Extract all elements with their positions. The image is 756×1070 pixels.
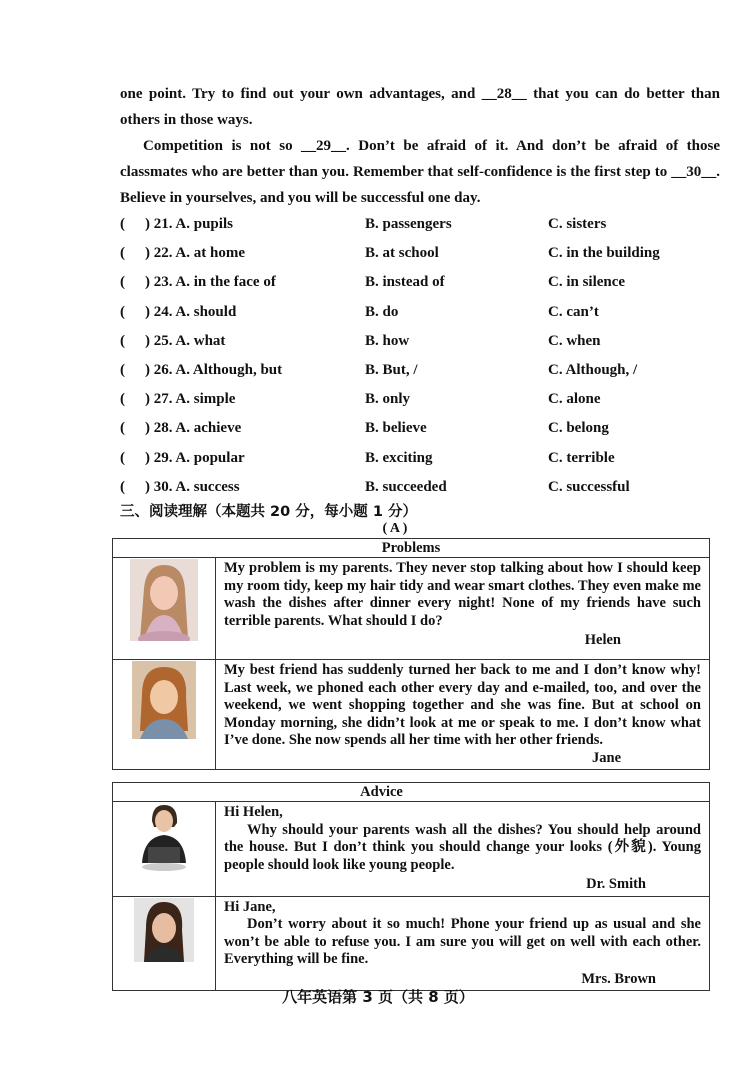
passage-paragraph-2: Competition is not so __29__. Don’t be afraid of it. And don’t be afraid of those classmates who are better than you. Remember that self-confidence is the first step to __30__. Believe in yourselves, and you will be successful one day. [120,138,720,206]
question-row [120,216,730,240]
option-a: ) 23. A. in the face of [145,274,276,291]
option-a: ) 27. A. simple [145,391,236,408]
option-c: C. sisters [548,216,607,232]
question-row [120,420,730,444]
option-b: B. succeeded [365,478,447,495]
answer-paren[interactable]: ( [120,449,125,466]
answer-paren[interactable]: ( [120,303,125,320]
option-b: B. exciting [365,449,433,466]
option-c: C. when [548,332,601,349]
option-b: B. at school [365,245,439,262]
option-b: B. passengers [365,216,452,232]
advice-jane-greeting: Hi Jane, [224,898,276,915]
option-b: B. do [365,303,399,320]
question-row [120,450,730,474]
option-a: ) 21. A. pupils [145,216,233,232]
option-a: ) 29. A. popular [145,449,245,466]
passage-paragraph-1: one point. Try to find out your own advantages, and __28__ that you can do better than others in those ways. [120,86,720,128]
option-c: C. in silence [548,274,626,291]
question-row [120,245,730,269]
advice-helen-greeting: Hi Helen, [224,804,283,820]
answer-paren[interactable]: ( [120,216,125,232]
advice-jane-text: Don’t worry about it so much! Phone your friend up as usual and she won’t be able to refuse you. I am sure you will get on well with each other. Everything will be fine. [224,916,701,967]
girl-portrait-icon [132,661,196,739]
advice-table [112,782,710,991]
advice-jane-signature: Mrs. Brown [581,970,656,987]
jane-problem-text: My best friend has suddenly turned her back to me and I don’t know why! Last week, we phoned each other every day and e-mailed, too, and over the weekend, we went shopping together and she was fine. But at school on Monday morning, she didn’t look at me or speak to me. I don’t know what I’ve done. She now spends all her time with her other friends. [224,662,701,748]
option-c: C. terrible [548,449,615,466]
question-row [120,362,730,386]
advice-helen-text: Why should your parents wash all the dishes? You should help around the house. But I don’t think you should change your looks (外貌). Young people should look like young people. [224,821,701,873]
jane-signature: Jane [592,749,621,766]
question-row [120,274,730,298]
answer-paren[interactable]: ( [120,362,125,378]
option-a: ) 25. A. what [145,332,226,349]
option-b: B. But, / [365,362,418,378]
girl-portrait-icon [130,559,198,641]
option-a: ) 26. A. Although, but [145,362,283,378]
advice-header: Advice [113,783,710,802]
mrs-brown-photo [113,896,216,991]
woman-portrait-icon [134,898,194,962]
answer-paren[interactable]: ( [120,332,125,349]
option-c: C. Although, / [548,362,638,378]
page-footer: 八年英语第 3 页（共 8 页） [282,988,474,1006]
helen-problem-text: My problem is my parents. They never stop talking about how I should keep my room tidy, keep my hair tidy and wear smart clothes. They even make me wash the dishes after dinner every night! None of my friends have such terrible parents. What should I do? [224,560,701,629]
helen-photo [113,558,216,660]
option-a: ) 30. A. success [145,478,240,495]
option-a: ) 24. A. should [145,303,237,320]
option-c: C. can’t [548,303,599,320]
question-row [120,304,730,328]
part-label: ( A ) [382,521,408,536]
dr-smith-photo [113,802,216,897]
option-b: B. only [365,391,411,408]
option-a: ) 22. A. at home [145,245,245,262]
problems-table [112,538,710,770]
question-row [120,391,730,415]
option-b: B. instead of [365,274,445,291]
answer-paren[interactable]: ( [120,274,125,291]
problems-header: Problems [113,539,710,558]
section-title: 三、阅读理解（本题共 20 分，每小题 1 分） [120,504,417,520]
option-a: ) 28. A. achieve [145,420,242,437]
answer-paren[interactable]: ( [120,478,125,495]
advice-helen-signature: Dr. Smith [586,876,646,892]
jane-photo [113,660,216,770]
option-b: B. how [365,332,410,349]
option-b: B. believe [365,420,427,437]
option-c: C. in the building [548,245,660,262]
answer-paren[interactable]: ( [120,245,125,262]
option-c: C. successful [548,478,630,495]
helen-signature: Helen [584,632,621,648]
option-c: C. belong [548,420,609,437]
option-c: C. alone [548,391,601,408]
answer-paren[interactable]: ( [120,420,125,437]
answer-paren[interactable]: ( [120,391,125,408]
question-row [120,333,730,357]
woman-portrait-icon [134,803,194,877]
